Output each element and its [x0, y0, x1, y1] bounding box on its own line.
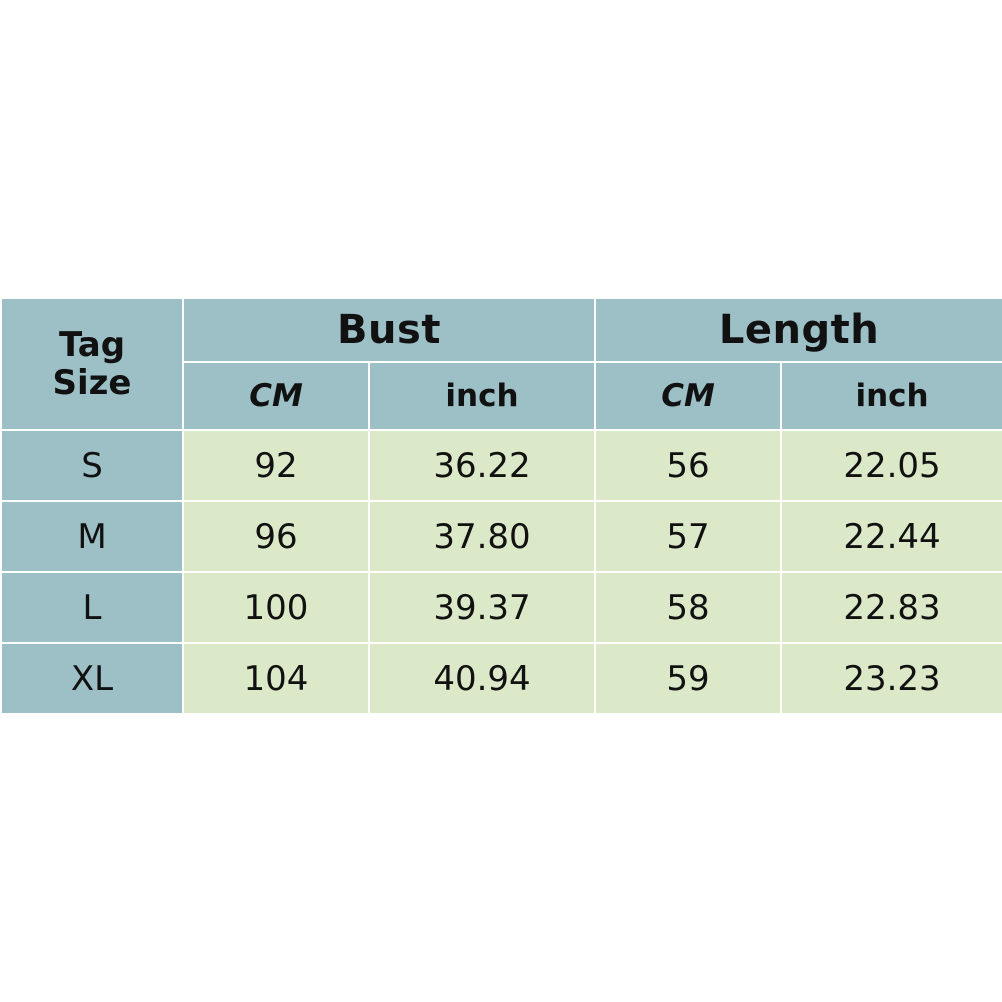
- header-length-inch: inch: [781, 362, 1002, 430]
- cell-length-inch: 22.05: [781, 430, 1002, 501]
- cell-length-inch: 22.83: [781, 572, 1002, 643]
- cell-size: XL: [1, 643, 183, 714]
- table-row: [1, 430, 1002, 501]
- table-row: [1, 643, 1002, 714]
- header-tag-size: [1, 298, 183, 430]
- size-chart-container: [0, 297, 1002, 715]
- cell-size: M: [1, 501, 183, 572]
- cell-length-cm: 58: [595, 572, 781, 643]
- cell-bust-cm: 96: [183, 501, 369, 572]
- cell-bust-inch: 40.94: [369, 643, 595, 714]
- cell-bust-inch: 39.37: [369, 572, 595, 643]
- size-chart-table: [0, 297, 1002, 715]
- cell-length-inch: 23.23: [781, 643, 1002, 714]
- cell-length-cm: 59: [595, 643, 781, 714]
- cell-size: L: [1, 572, 183, 643]
- cell-size: S: [1, 430, 183, 501]
- header-tag-size-line2: Size: [52, 363, 132, 403]
- table-header-row-top: [1, 298, 1002, 362]
- cell-bust-cm: 92: [183, 430, 369, 501]
- header-tag-size-line1: Tag: [58, 324, 126, 365]
- cell-length-cm: 57: [595, 501, 781, 572]
- header-length: Length: [595, 298, 1002, 362]
- cell-length-inch: 22.44: [781, 501, 1002, 572]
- cell-bust-inch: 37.80: [369, 501, 595, 572]
- header-bust-cm: CM: [183, 362, 369, 430]
- table-header: [1, 298, 1002, 430]
- cell-bust-inch: 36.22: [369, 430, 595, 501]
- table-row: [1, 572, 1002, 643]
- table-body: [1, 430, 1002, 714]
- table-row: [1, 501, 1002, 572]
- header-length-cm: CM: [595, 362, 781, 430]
- header-bust: Bust: [183, 298, 595, 362]
- header-bust-inch: inch: [369, 362, 595, 430]
- cell-bust-cm: 100: [183, 572, 369, 643]
- cell-bust-cm: 104: [183, 643, 369, 714]
- cell-length-cm: 56: [595, 430, 781, 501]
